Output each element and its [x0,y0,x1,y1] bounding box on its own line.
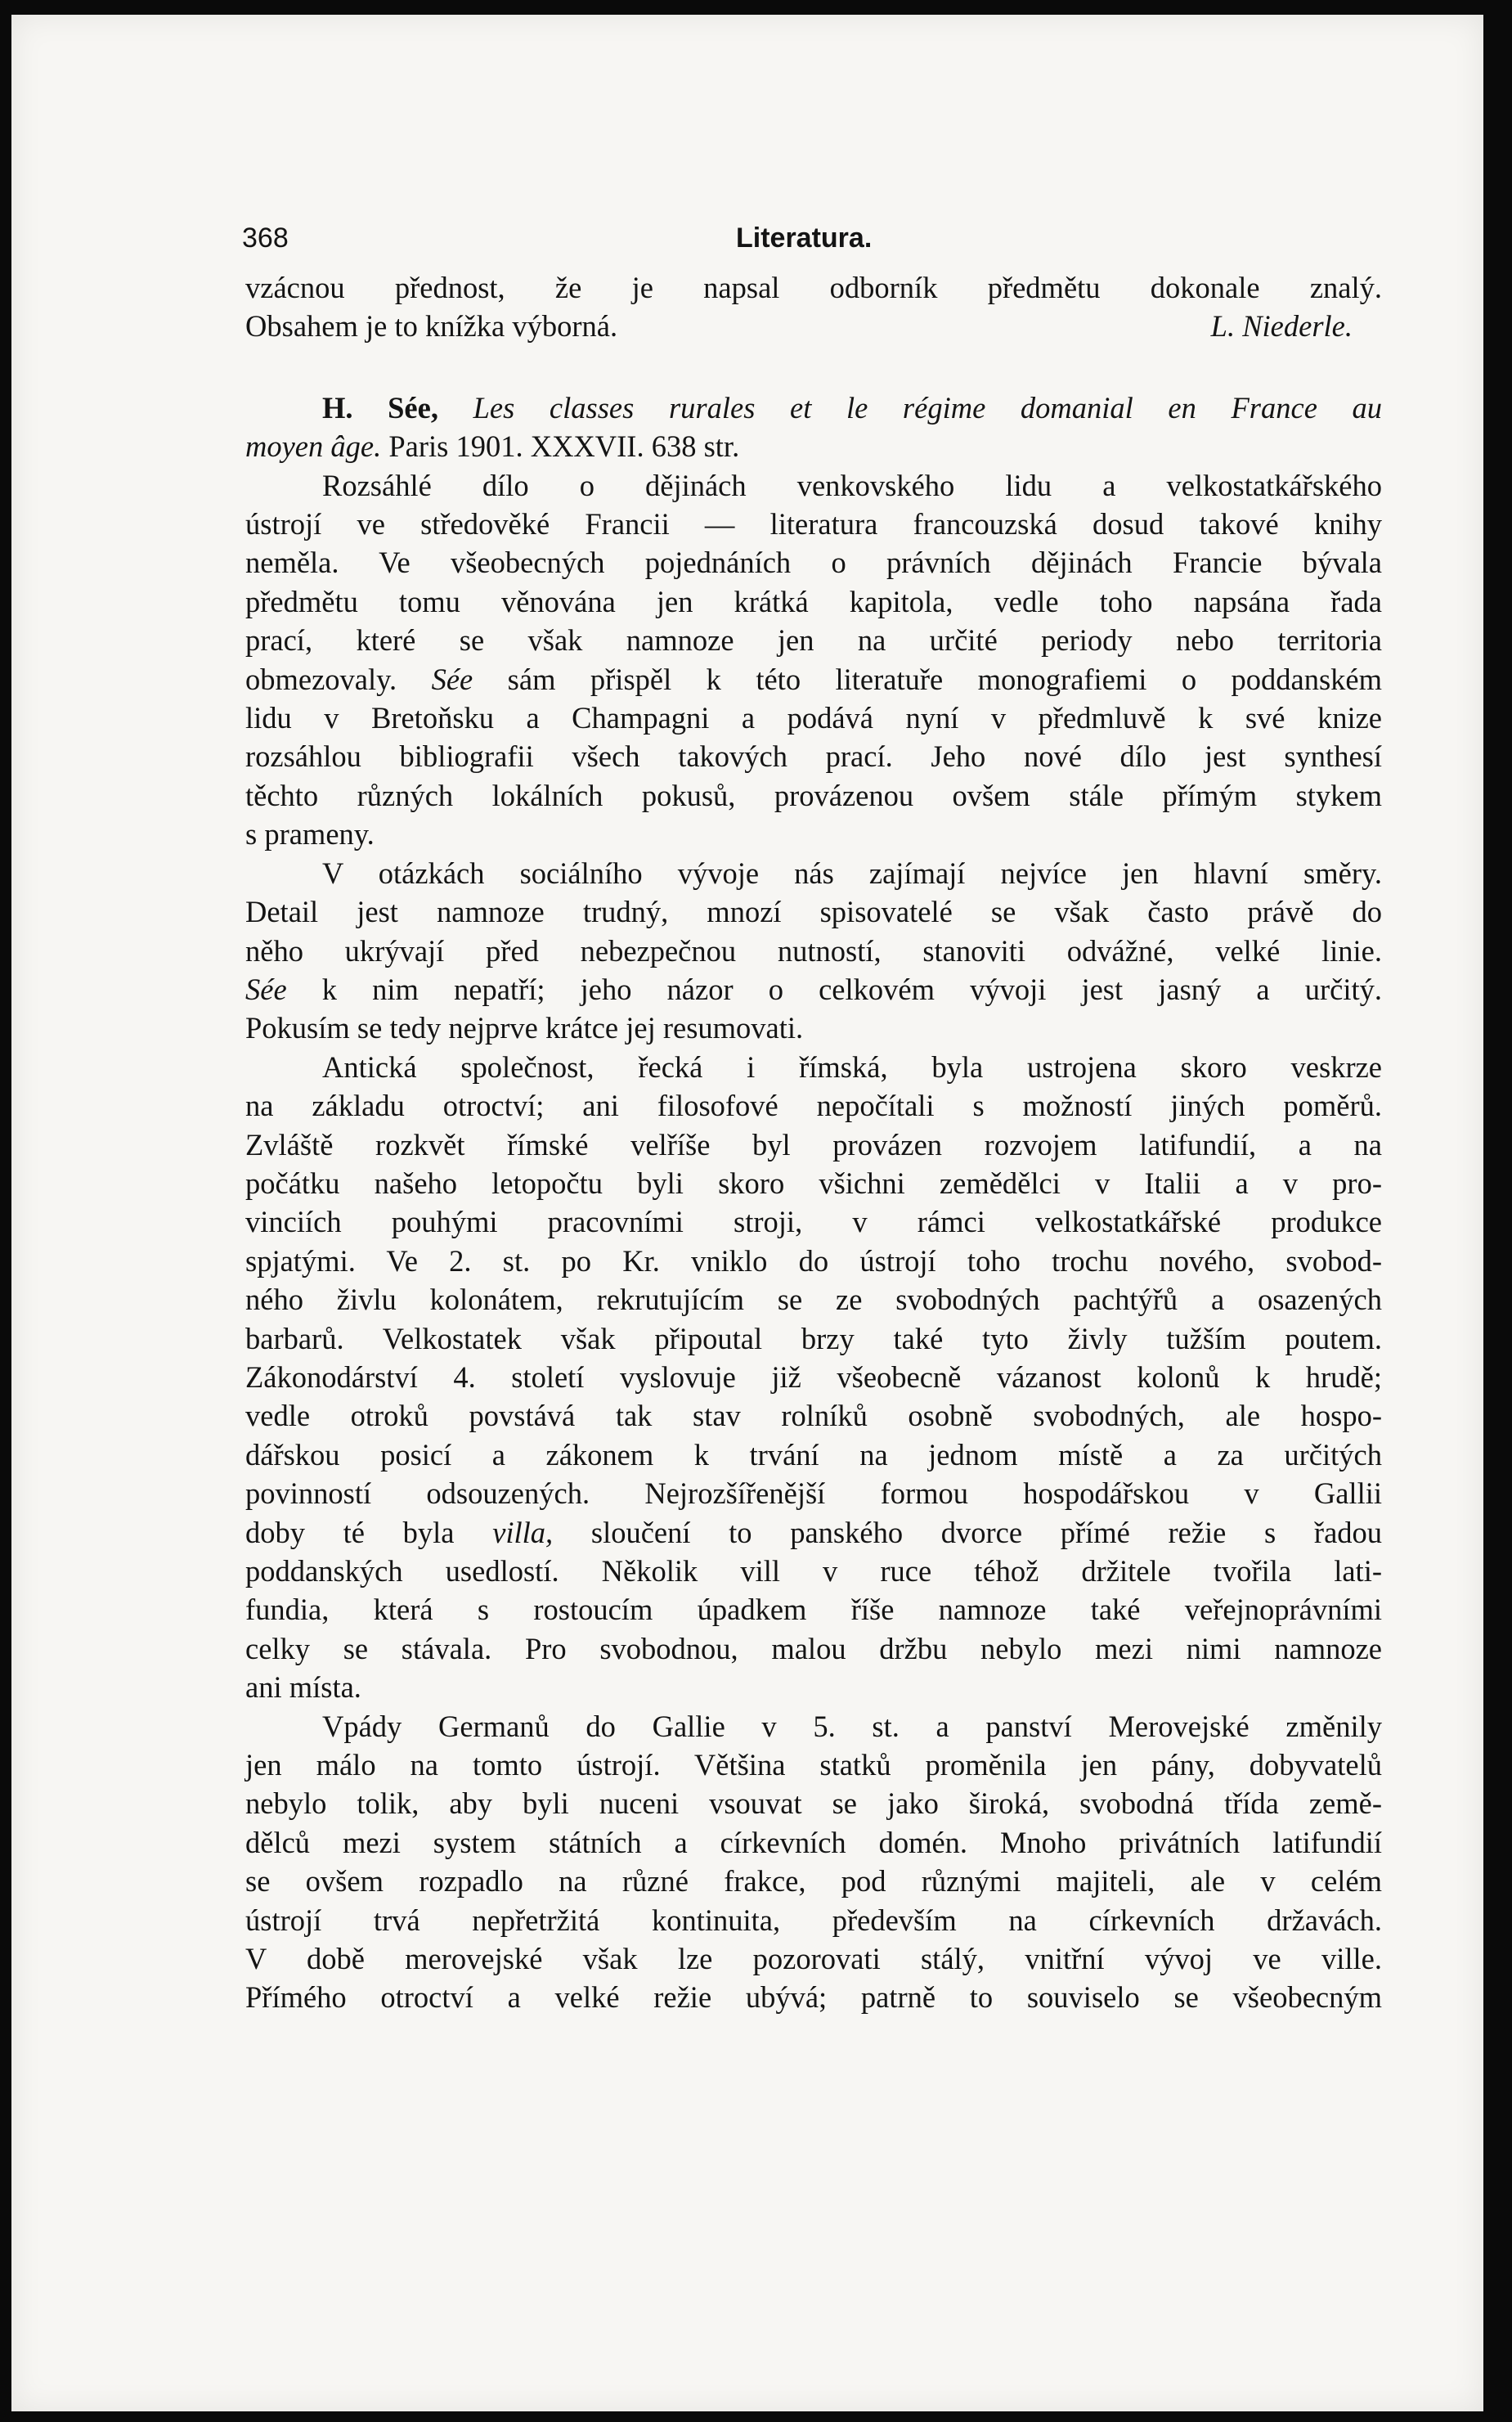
text-line: prací, které se však namnoze jen na určité periody nebo territoria [245,623,1382,658]
text-line: ústrojí ve středověké Francii — literatura francouzská dosud takové knihy [245,507,1382,541]
text-line: neměla. Ve všeobecných pojednáních o právních dějinách Francie bývala [245,546,1382,580]
text-run: k nim nepatří; jeho názor o celkovém vývoji jest jasný a určitý. [321,972,1382,1006]
reference-details: Paris 1901. XXXVII. 638 str. [388,429,740,464]
text-line: lidu v Bretoňsku a Champagni a podává nyní v předmluvě k své knize [245,701,1382,735]
text-run: sloučení to panského dvorce přímé režie s řadou [590,1515,1383,1549]
text-line: Zákonodárství 4. století vyslovuje již všeobecně vázanost kolonů k hrudě; [245,1359,1382,1394]
text-line: jen málo na tomto ústrojí. Většina statků proměnila jen pány, dobyvatelů [245,1748,1382,1782]
reference-author: H. Sée, [322,390,438,425]
reference-title: Les classes rurales et le régime domanial en France au [473,390,1383,425]
text-line [245,1513,1382,1552]
review-signature: L. Niederle. [1210,309,1353,344]
text-line: Zvláště rozkvět římské velříše byl provázen rozvojem latifundií, a na [245,1127,1382,1162]
author-name: Sée [431,662,473,696]
text-line: ústrojí trvá nepřetržitá kontinuita, především na církevních državách. [245,1903,1382,1937]
text-line: předmětu tomu věnována jen krátká kapitola, vedle toho napsána řada [245,584,1382,618]
text-line: vzácnou přednost, že je napsal odborník předmětu dokonale znalý. [245,271,1382,304]
text-line: spjatými. Ve 2. st. po Kr. vniklo do ústrojí toho trochu nového, svobod- [245,1243,1382,1278]
text-line [245,970,1382,1009]
text-line [245,660,1382,699]
text-line: Vpády Germanů do Gallie v 5. st. a panství Merovejské změnily [322,1709,1382,1743]
text-line: dělců mezi system státních a církevních domén. Mnoho privátních latifundií [245,1825,1382,1859]
text-line: barbarů. Velkostatek však připoutal brzy také tyto živly tužším poutem. [245,1321,1382,1355]
section-gap [245,346,1382,389]
paragraph-2 [245,854,1382,1048]
page-header [242,222,1383,262]
body-text [245,268,1382,2017]
text-line: vedle otroků povstává tak stav rolníků osobně svobodných, ale hospo- [245,1399,1382,1433]
text-line: ného živlu kolonátem, rekrutujícím se ze svobodných pachtýřů a osazených [245,1283,1382,1317]
text-line: těchto různých lokálních pokusů, provázenou ovšem stále přímým stykem [245,778,1382,812]
book-reference [245,389,1382,466]
text-line: vinciích pouhými pracovními stroji, v rámci velkostatkářské produkce [245,1205,1382,1239]
text-run: doby té byla [245,1515,455,1549]
text-line: se ovšem rozpadlo na různé frakce, pod různými majiteli, ale v celém [245,1864,1382,1899]
text-line: nebylo tolik, aby byli nuceni vsouvat se jako široká, svobodná třída země- [245,1786,1382,1821]
text-line: dářskou posicí a zákonem k trvání na jednom místě a za určitých [245,1437,1382,1472]
term-villa: villa, [492,1515,554,1549]
paragraph-1 [245,466,1382,854]
text-line: fundia, která s rostoucím úpadkem říše namnoze také veřejnoprávními [245,1593,1382,1627]
reference-title-cont: moyen âge. [245,429,382,464]
text-run: obmezovaly. [245,662,397,696]
intro-paragraph [245,268,1382,346]
text-line: s prameny. [245,817,375,852]
text-line: Přímého otroctví a velké režie ubývá; patrně to souviselo se všeobecným [245,1980,1382,2015]
text-line: na základu otroctví; ani filosofové nepočítali s možností jiných poměrů. [245,1089,1382,1123]
text-line: povinností odsouzených. Nejrozšířenější formou hospodářskou v Gallii [245,1476,1382,1511]
intro-text: Obsahem je to knížka výborná. [245,309,618,344]
page-number: 368 [242,222,289,254]
text-line: počátku našeho letopočtu byli skoro všichni zemědělci v Italii a v pro- [245,1166,1382,1200]
text-line: ani místa. [245,1670,361,1705]
text-line: poddanských usedlostí. Několik vill v ruce téhož držitele tvořila lati- [245,1554,1382,1588]
running-title: Literatura. [736,222,873,254]
text-line [245,389,1382,427]
text-line: Antická společnost, řecká i římská, byla ustrojena skoro veskrze [322,1049,1382,1084]
text-line [245,307,1382,345]
text-line: Rozsáhlé dílo o dějinách venkovského lidu a velkostatkářského [322,468,1382,502]
text-line: něho ukrývají před nebezpečnou nutností, stanoviti odvážné, velké linie. [245,933,1382,968]
paragraph-4 [245,1707,1382,2017]
text-line: Pokusím se tedy nejprve krátce jej resumovati. [245,1011,804,1045]
author-name: Sée [245,972,287,1006]
text-line: celky se stávala. Pro svobodnou, malou držbu nebylo mezi nimi namnoze [245,1631,1382,1665]
text-run: sám přispěl k této literatuře monografiemi o poddanském [507,662,1383,696]
text-line: Detail jest namnoze trudný, mnozí spisovatelé se však často právě do [245,895,1382,929]
text-line: V otázkách sociálního vývoje nás zajímají nejvíce jen hlavní směry. [322,856,1382,890]
text-line: rozsáhlou bibliografii všech takových prací. Jeho nové dílo jest synthesí [245,739,1382,774]
paragraph-3 [245,1048,1382,1707]
text-line [245,427,1382,465]
text-line: V době merovejské však lze pozorovati stálý, vnitřní vývoj ve ville. [245,1942,1382,1976]
